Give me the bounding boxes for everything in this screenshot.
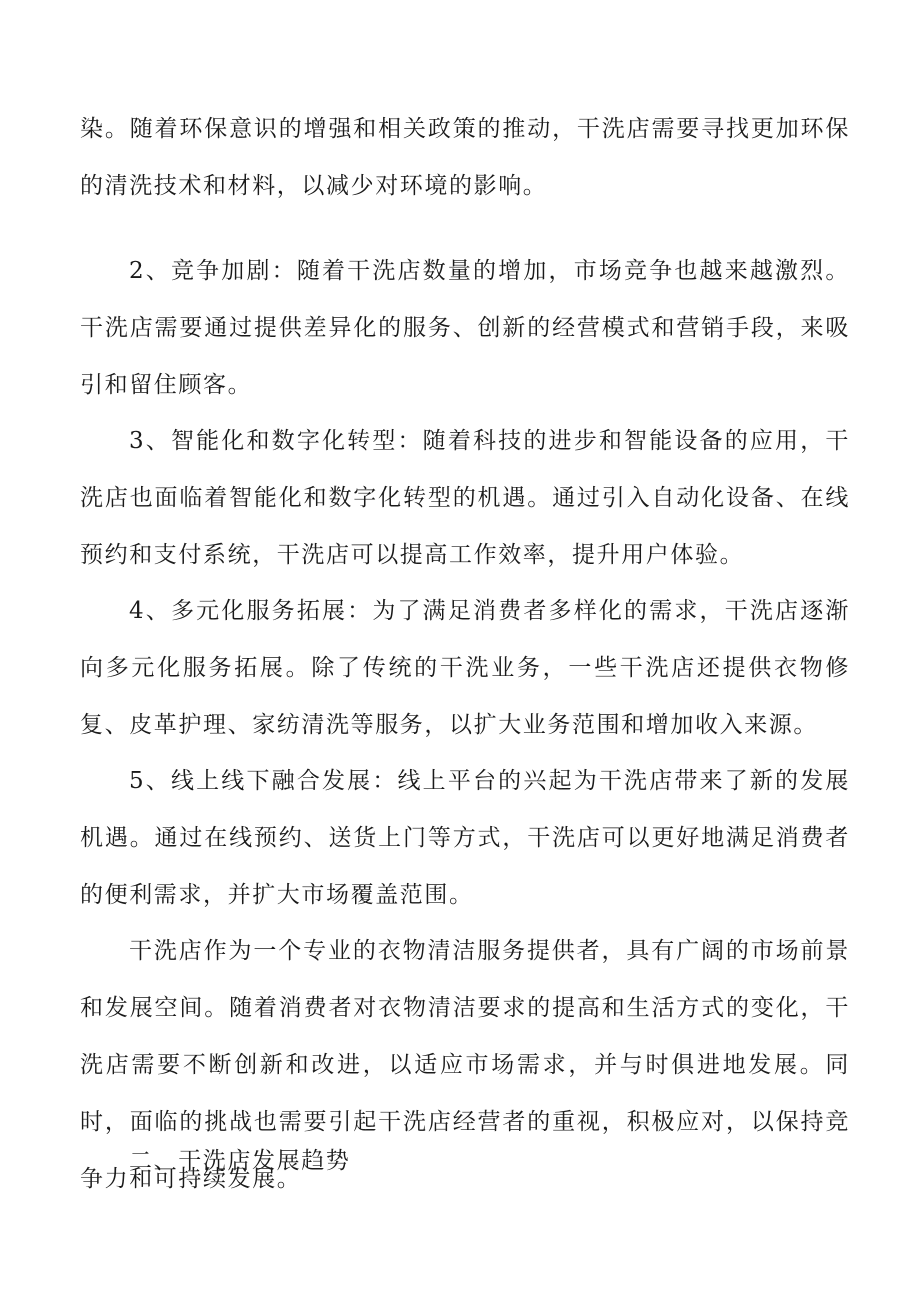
section-heading: 二、干洗店发展趋势 [129, 1148, 351, 1174]
paragraph-competition: 2、竞争加剧：随着干洗店数量的增加，市场竞争也越来越激烈。干洗店需要通过提供差异化的服务、创新的经营模式和营销手段，来吸引和留住顾客。 [80, 258, 850, 398]
paragraph-online-offline: 5、线上线下融合发展：线上平台的兴起为干洗店带来了新的发展机遇。通过在线预约、送货上门等方式，干洗店可以更好地满足消费者的便利需求，并扩大市场覆盖范围。 [80, 768, 850, 908]
paragraph-service-diversification: 4、多元化服务拓展：为了满足消费者多样化的需求，干洗店逐渐向多元化服务拓展。除了传统的干洗业务，一些干洗店还提供衣物修复、皮革护理、家纺清洗等服务，以扩大业务范围和增加收入来源。 [80, 598, 850, 738]
paragraph-summary: 干洗店作为一个专业的衣物清洁服务提供者，具有广阔的市场前景和发展空间。随着消费者对衣物清洁要求的提高和生活方式的变化，干洗店需要不断创新和改进，以适应市场需求，并与时俱进地发展。同时，面临的挑战也需要引起干洗店经营者的重视，积极应对，以保持竞争力和可持续发展。 [80, 938, 850, 1192]
paragraph-continuation: 染。随着环保意识的增强和相关政策的推动，干洗店需要寻找更加环保的清洗技术和材料，以减少对环境的影响。 [80, 116, 850, 199]
paragraph-digital-transformation: 3、智能化和数字化转型：随着科技的进步和智能设备的应用，干洗店也面临着智能化和数字化转型的机遇。通过引入自动化设备、在线预约和支付系统，干洗店可以提高工作效率，提升用户体验。 [80, 428, 850, 568]
